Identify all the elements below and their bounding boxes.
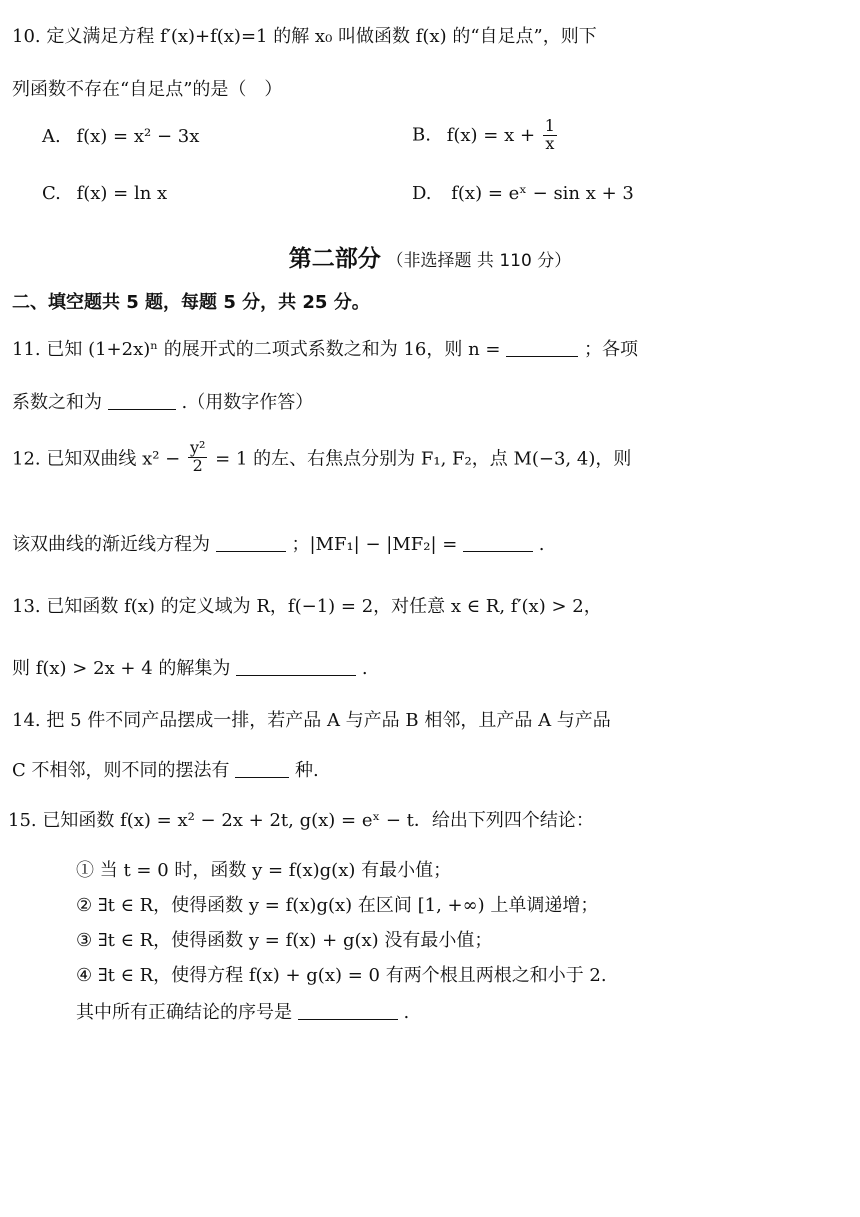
fraction-numerator: 1 bbox=[544, 116, 555, 135]
option-expr: f(x) = eˣ − sin x + 3 bbox=[451, 183, 634, 204]
q13-line-1: 13. 已知函数 f(x) 的定义域为 R，f(−1) = 2，对任意 x ∈ R, f′(x) > 2， bbox=[12, 596, 602, 617]
q12-text-a: 12. 已知双曲线 x² − bbox=[12, 448, 181, 470]
q10-line-2: 列函数不存在“自足点”的是（ ） bbox=[12, 79, 283, 100]
q11-line-1 bbox=[12, 335, 638, 361]
section-two-heading: 二、填空题共 5 题，每题 5 分，共 25 分。 bbox=[12, 292, 370, 313]
q13-text-b: . bbox=[361, 658, 368, 679]
q13-blank[interactable] bbox=[236, 657, 356, 676]
q15-line-1: 15. 已知函数 f(x) = x² − 2x + 2t, g(x) = eˣ − t．给出下列四个结论： bbox=[8, 810, 594, 831]
q12-text-d: ；|MF₁| − |MF₂| = bbox=[291, 534, 458, 555]
q11-blank-2[interactable] bbox=[108, 391, 176, 410]
q12-text-b: = 1 的左、右焦点分别为 F₁, F₂，点 M(−3, 4)，则 bbox=[215, 448, 632, 470]
q12-text-e: . bbox=[538, 534, 545, 555]
option-label: D. bbox=[412, 183, 432, 204]
q10-option-d bbox=[412, 183, 634, 204]
option-expr: f(x) = x + bbox=[446, 124, 536, 146]
q15-item-3: ③ ∃t ∈ R，使得函数 y = f(x) + g(x) 没有最小值； bbox=[76, 930, 493, 951]
fraction-numerator: y² bbox=[189, 438, 206, 457]
q10-option-b bbox=[412, 118, 559, 153]
option-expr: f(x) = x² − 3x bbox=[76, 126, 200, 147]
q15-blank[interactable] bbox=[298, 1001, 398, 1020]
option-label: A. bbox=[42, 126, 61, 147]
q13-text-a: 则 f(x) > 2x + 4 的解集为 bbox=[12, 658, 231, 679]
q14-text-a: C 不相邻，则不同的摆法有 bbox=[12, 760, 230, 781]
q11-text-d: .（用数字作答） bbox=[181, 392, 314, 413]
q11-text-a: 11. 已知 (1+2x)ⁿ 的展开式的二项式系数之和为 16，则 n = bbox=[12, 339, 501, 360]
q11-blank-1[interactable] bbox=[506, 338, 578, 357]
q14-blank[interactable] bbox=[235, 759, 289, 778]
fraction-denominator: x bbox=[545, 133, 555, 153]
q10-option-c bbox=[42, 183, 167, 204]
q15-item-4: ④ ∃t ∈ R，使得方程 f(x) + g(x) = 0 有两个根且两根之和小于 2. bbox=[76, 965, 607, 986]
q14-text-b: 种. bbox=[294, 760, 319, 781]
q11-text-b: ；各项 bbox=[583, 339, 638, 360]
part-two-subtitle: （非选择题 共 110 分） bbox=[386, 251, 572, 271]
q15-text-a: 其中所有正确结论的序号是 bbox=[76, 1002, 292, 1023]
part-two-main-title: 第二部分 bbox=[288, 246, 381, 272]
q15-text-b: . bbox=[403, 1002, 410, 1023]
q11-text-c: 系数之和为 bbox=[12, 392, 102, 413]
q12-line-1 bbox=[12, 440, 631, 475]
q12-blank-2[interactable] bbox=[463, 533, 533, 552]
q15-item-1: ① 当 t = 0 时，函数 y = f(x)g(x) 有最小值； bbox=[76, 860, 452, 881]
option-expr: f(x) = ln x bbox=[76, 183, 168, 204]
q12-text-c: 该双曲线的渐近线方程为 bbox=[12, 534, 210, 555]
fraction bbox=[543, 118, 557, 153]
q12-blank-1[interactable] bbox=[216, 533, 286, 552]
fraction-denominator: 2 bbox=[192, 455, 203, 475]
q10-option-a bbox=[42, 126, 199, 147]
q13-line-2 bbox=[12, 654, 368, 680]
q11-line-2 bbox=[12, 388, 313, 414]
q14-line-2 bbox=[12, 756, 319, 782]
q15-item-2: ② ∃t ∈ R，使得函数 y = f(x)g(x) 在区间 [1, +∞) 上单调递增； bbox=[76, 895, 599, 916]
part-two-title bbox=[0, 240, 860, 273]
q10-line-1: 10. 定义满足方程 f′(x)+f(x)=1 的解 x₀ 叫做函数 f(x) 的“自足点”，则下 bbox=[12, 26, 597, 47]
q12-line-2 bbox=[12, 530, 545, 556]
option-label: C. bbox=[42, 183, 61, 204]
option-label: B. bbox=[412, 124, 431, 146]
q14-line-1: 14. 把 5 件不同产品摆成一排，若产品 A 与产品 B 相邻，且产品 A 与产品 bbox=[12, 710, 611, 731]
fraction bbox=[188, 440, 207, 475]
q15-final-line bbox=[76, 998, 409, 1024]
